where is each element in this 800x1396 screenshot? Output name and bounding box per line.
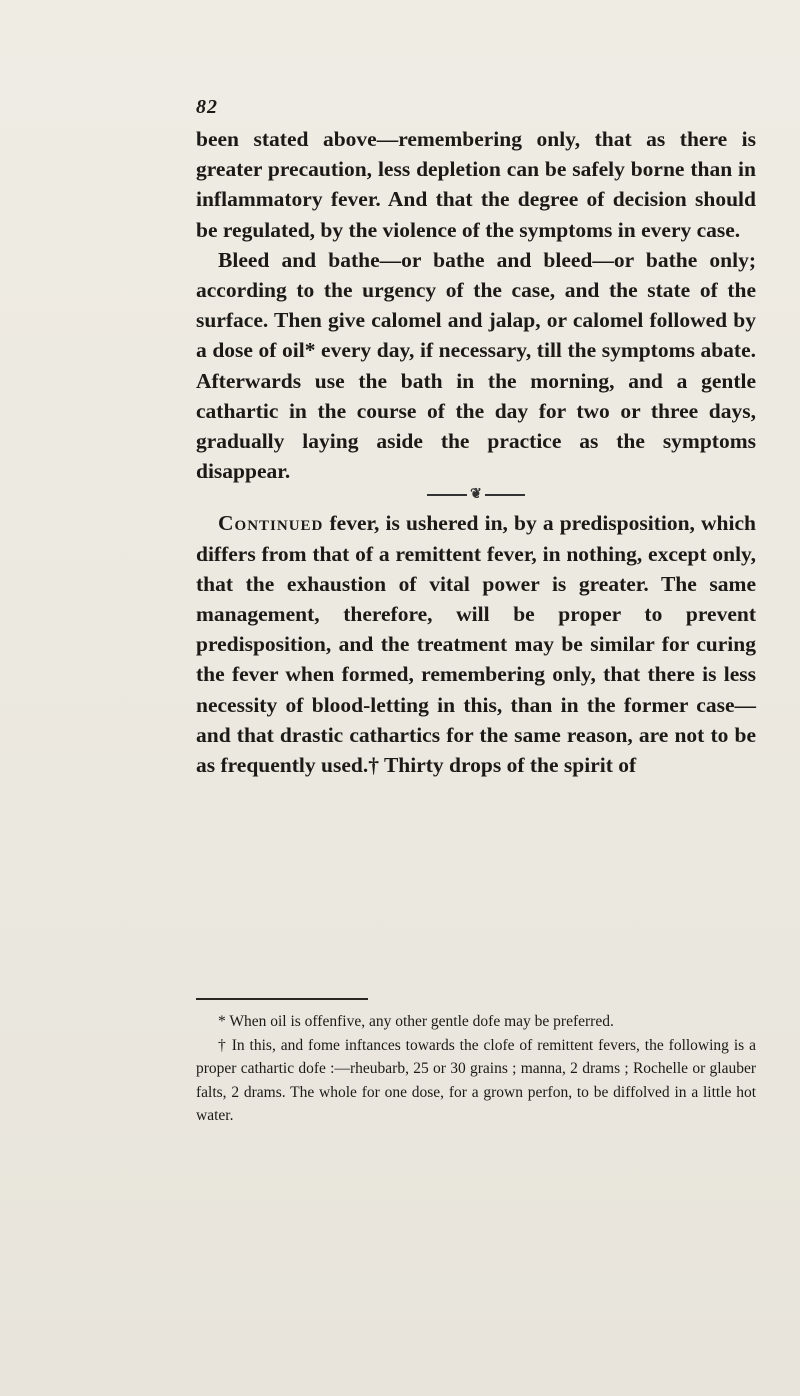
footnote-1: * When oil is offenfive, any other gentle dofe may be preferred. (218, 1013, 614, 1030)
page-number: 82 (196, 96, 218, 118)
section-lead-word: Continued (218, 511, 324, 536)
paragraph-3 (196, 508, 756, 780)
ornament-rule-right (485, 494, 525, 496)
paragraph-2: Bleed and bathe—or bathe and bleed—or bathe only; according to the urgency of the case, and the state of the surface. Then give calomel and jalap, or calomel followed by a dose of oil* every day, if necessary, till the symptoms abate. Afterwards use the bath in the morning, and a gentle cathartic in the course of the day for two or three days, gradually laying aside the practice as the symptoms disappear. (196, 247, 756, 484)
footnote-2: † In this, and fome inftances towards the clofe of remittent fevers, the following is a proper cathartic dofe :—rheubarb, 25 or 30 grains ; manna, 2 drams ; Rochelle or glauber falts, 2 drams. The whole for one dose, for a grown perfon, to be diffolved in a little hot water. (196, 1036, 756, 1125)
section-text: fever, is ushered in, by a predisposition, which differs from that of a remittent fever, in nothing, except only, that the exhaustion of vital power is greater. The same management, therefore, will be proper to prevent predisposition, and the treatment may be similar for curing the fever when formed, remembering only, that there is less necessity of blood-letting in this, than in the former case—and that drastic cathartics for the same reason, are not to be as frequently used.† Thirty drops of the spirit of (196, 511, 756, 778)
paragraph-1: been stated above—remembering only, that as there is greater precaution, less depletion can be safely borne than in inflammatory fever. And that the degree of decision should be regulated, by the violence of the symptoms in every case. (196, 127, 756, 242)
footnotes (196, 1010, 756, 1128)
section-ornament (196, 488, 756, 504)
footnote-divider (196, 998, 368, 1000)
fleuron-icon: ❦ (470, 487, 482, 503)
main-text (196, 124, 756, 780)
ornament-rule-left (427, 494, 467, 496)
